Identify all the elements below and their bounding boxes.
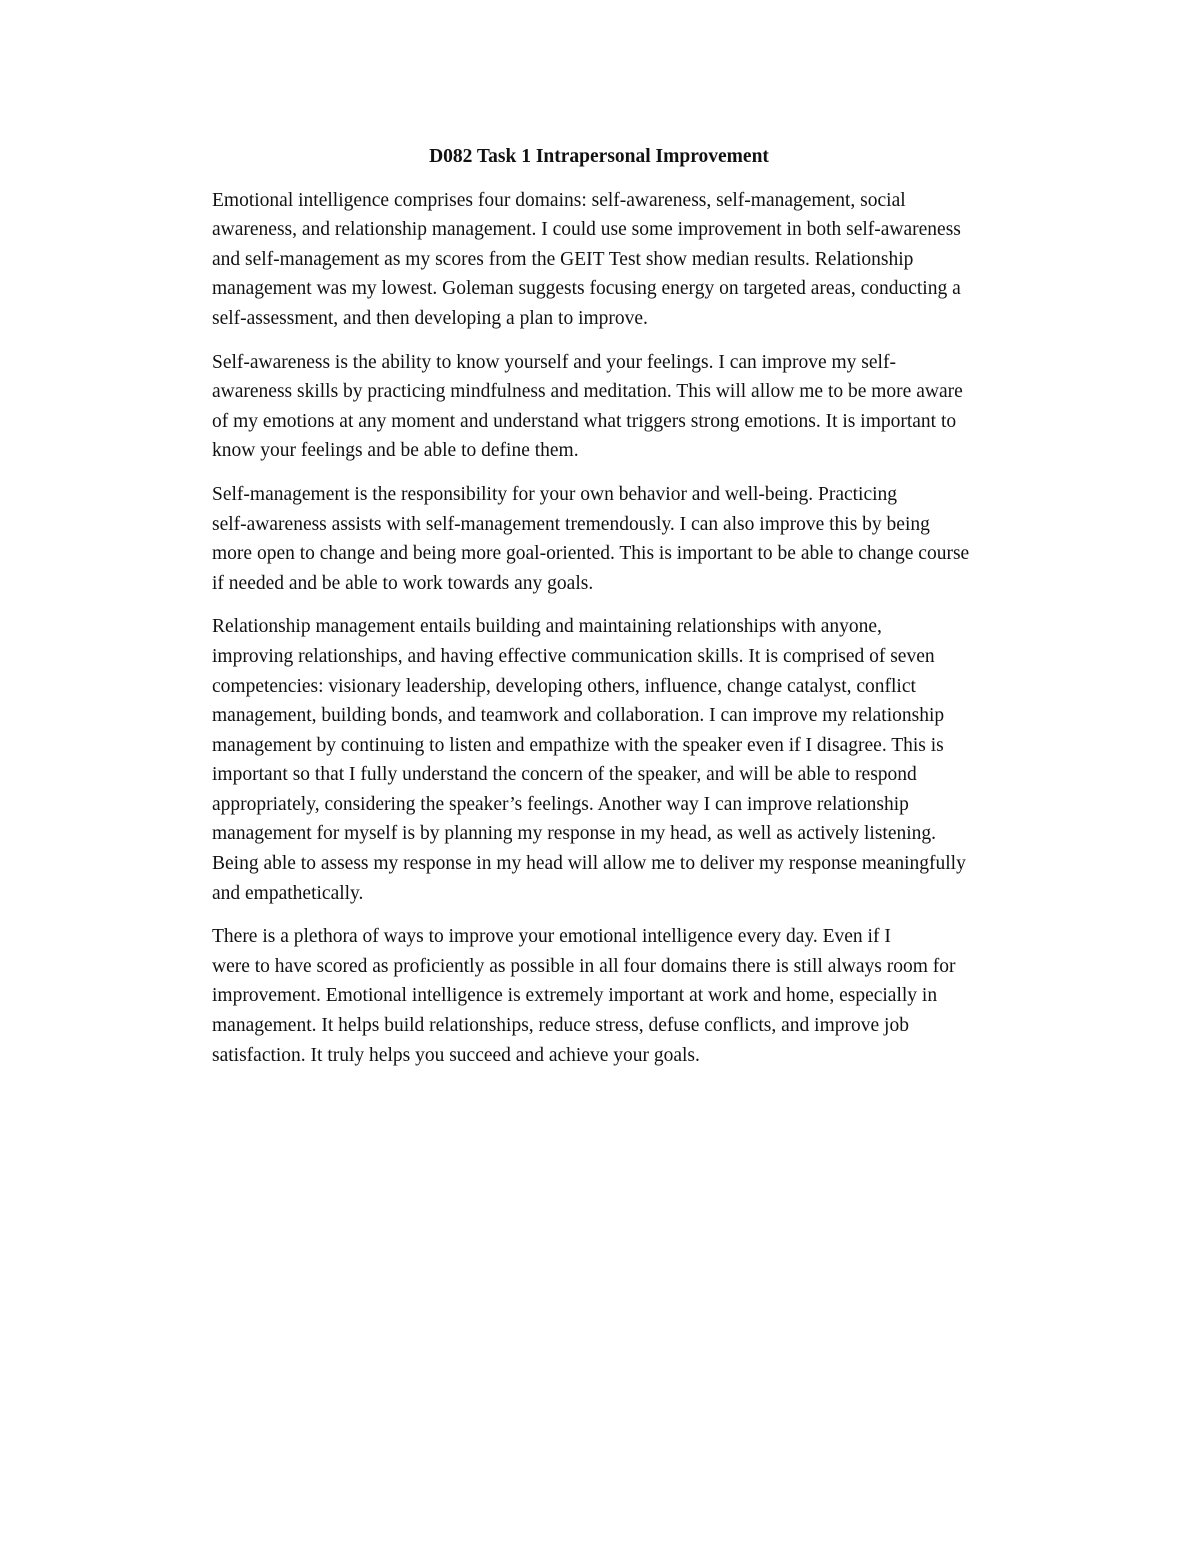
- paragraph-line: management for myself is by planning my response in my head, as well as actively listening.: [212, 823, 937, 845]
- paragraph-relationship-management: [144, 612, 1054, 908]
- paragraph-line: were to have scored as proficiently as possible in all four domains there is still always room for: [212, 955, 956, 977]
- paragraph-line: management. It helps build relationships, reduce stress, defuse conflicts, and improve job: [212, 1015, 909, 1037]
- paragraph-line: if needed and be able to work towards any goals.: [212, 572, 594, 594]
- paragraph-line: and empathetically.: [212, 882, 364, 904]
- paragraph-line: awareness, and relationship management. I could use some improvement in both self-awareness: [212, 219, 961, 241]
- paragraph-line: awareness skills by practicing mindfulness and meditation. This will allow me to be more aware: [212, 381, 963, 403]
- paragraph-line: self-awareness assists with self-management tremendously. I can also improve this by being: [212, 513, 930, 535]
- paragraph-line: self-assessment, and then developing a plan to improve.: [212, 307, 648, 329]
- document-body: [144, 142, 1054, 1084]
- paragraph-intro: [144, 186, 1054, 334]
- paragraph-line: and self-management as my scores from the GEIT Test show median results. Relationship: [212, 248, 914, 270]
- paragraph-line: Emotional intelligence comprises four domains: self-awareness, self-management, social: [212, 189, 906, 211]
- paragraph-line: know your feelings and be able to define them.: [212, 440, 579, 462]
- paragraph-line: improving relationships, and having effective communication skills. It is comprised of seven: [212, 645, 935, 667]
- paragraph-line: management by continuing to listen and empathize with the speaker even if I disagree. This is: [212, 734, 944, 756]
- paragraph-line: management, building bonds, and teamwork and collaboration. I can improve my relationship: [212, 705, 945, 727]
- paragraph-line: Self-awareness is the ability to know yourself and your feelings. I can improve my self-: [212, 351, 896, 373]
- paragraph-line: appropriately, considering the speaker’s feelings. Another way I can improve relationship: [212, 793, 909, 815]
- paragraph-self-awareness: [144, 348, 1054, 466]
- paragraph-line: improvement. Emotional intelligence is extremely important at work and home, especially in: [212, 985, 938, 1007]
- paragraph-line: important so that I fully understand the concern of the speaker, and will be able to respond: [212, 764, 917, 786]
- paragraph-self-management: [144, 480, 1054, 598]
- document-title: D082 Task 1 Intrapersonal Improvement: [429, 146, 769, 167]
- paragraph-line: Being able to assess my response in my head will allow me to deliver my response meaningfully: [212, 853, 966, 875]
- paragraph-conclusion: [144, 922, 1054, 1070]
- paragraph-line: more open to change and being more goal-oriented. This is important to be able to change course: [212, 543, 970, 565]
- paragraph-line: of my emotions at any moment and understand what triggers strong emotions. It is important to: [212, 410, 957, 432]
- paragraph-line: competencies: visionary leadership, developing others, influence, change catalyst, conflict: [212, 675, 916, 697]
- paragraph-line: management was my lowest. Goleman suggests focusing energy on targeted areas, conducting a: [212, 278, 961, 300]
- paragraph-line: satisfaction. It truly helps you succeed and achieve your goals.: [212, 1044, 700, 1066]
- paragraph-line: Self-management is the responsibility for your own behavior and well-being. Practicing: [212, 483, 898, 505]
- paragraph-line: There is a plethora of ways to improve your emotional intelligence every day. Even if I: [212, 926, 891, 948]
- paragraph-line: Relationship management entails building and maintaining relationships with anyone,: [212, 616, 882, 638]
